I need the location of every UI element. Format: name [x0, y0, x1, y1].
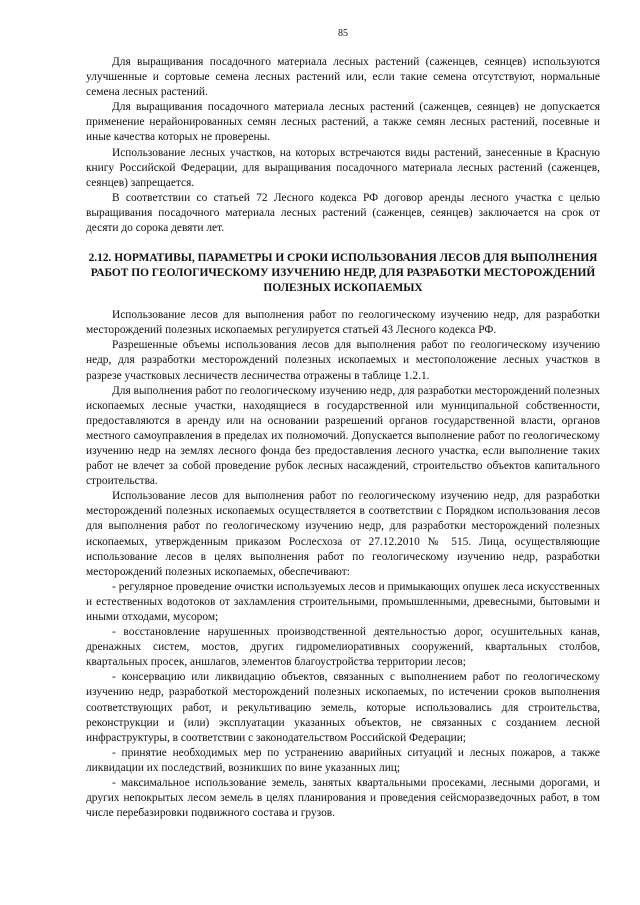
paragraph: Использование лесов для выполнения работ по геологическому изучению недр, для разработки месторождений полезных ископаемых регулируется статьей 43 Лесного кодекса РФ.	[86, 309, 600, 337]
paragraph: Использование лесных участков, на которых встречаются виды растений, занесенные в Красную книгу Российской Федерации, для выращивания посадочного материала лесных растений (саженцев, сеянцев) запрещается.	[86, 146, 600, 189]
list-item: - максимальное использование земель, занятых квартальными просеками, лесными дорогами, и других непокрытых лесом земель в целях планирования и проведения сейсморазведочных работ, в том числе перебазировки подвижного состава и грузов.	[86, 777, 600, 820]
paragraph: Использование лесов для выполнения работ по геологическому изучению недр, для разработки месторождений полезных ископаемых осуществляется в соответствии с Порядком использования лесов для выполнения работ по геологическому изучению недр, для разработки месторождений полезных ископаемых, утвержденным приказом Рослесхоза от 27.12.2010 № 515. Лица, осуществляющие использование лесов в целях выполнения работ по геологическому изучению недр, разработки месторождений полезных ископаемых, обеспечивают:	[86, 490, 600, 578]
list-item: - восстановление нарушенных производственной деятельностью дорог, осушительных канав, дренажных систем, мостов, других гидромелиоративных сооружений, квартальных столбов, квартальных просек, аншлагов, элементов благоустройства территории лесов;	[86, 626, 600, 669]
list-item: - консервацию или ликвидацию объектов, связанных с выполнением работ по геологическому изучению недр, разработкой месторождений полезных ископаемых, по истечении сроков выполнения соответствующих работ, и рекультивацию земель, которые использовались для строительства, реконструкции и (или) эксплуатации указанных объектов, не связанных с созданием лесной инфраструктуры, в соответствии с законодательством Российской Федерации;	[86, 671, 600, 744]
page-number: 85	[338, 28, 348, 39]
paragraph: Разрешенные объемы использования лесов для выполнения работ по геологическому изучению недр, для разработки месторождений полезных ископаемых и местоположение лесных участков в разрезе участковых лесничеств лесничества отражены в таблице 1.2.1.	[86, 339, 600, 382]
paragraph: Для выращивания посадочного материала лесных растений (саженцев, сеянцев) не допускается применение нерайонированных семян лесных растений, а также семян лесных растений, посевные и иные качества которых не проверены.	[86, 101, 600, 144]
paragraph: Для выращивания посадочного материала лесных растений (саженцев, сеянцев) используются улучшенные и сортовые семена лесных растений или, если такие семена отсутствуют, нормальные семена лесных растений.	[86, 56, 600, 99]
list-item: - принятие необходимых мер по устранению аварийных ситуаций и лесных пожаров, а также ликвидации их последствий, возникших по вине указанных лиц;	[86, 746, 600, 774]
list-item: - регулярное проведение очистки используемых лесов и примыкающих опушек леса искусственных и естественных водотоков от захламления строительными, промышленными, древесными, бытовыми и иными отходами, мусором;	[86, 580, 600, 623]
section-heading: 2.12. НОРМАТИВЫ, ПАРАМЕТРЫ И СРОКИ ИСПОЛЬЗОВАНИЯ ЛЕСОВ ДЛЯ ВЫПОЛНЕНИЯ РАБОТ ПО ГЕОЛОГИЧЕСКОМУ ИЗУЧЕНИЮ НЕДР, ДЛЯ РАЗРАБОТКИ МЕСТОРОЖДЕНИЙ ПОЛЕЗНЫХ ИСКОПАЕМЫХ	[88, 252, 598, 295]
paragraph: Для выполнения работ по геологическому изучению недр, для разработки месторождений полезных ископаемых лесные участки, находящиеся в государственной или муниципальной собственности, предоставляются в аренду или на основании разрешений органов государственной власти, органов местного самоуправления в пределах их полномочий. Допускается выполнение работ по геологическому изучению недр на землях лесного фонда без предоставления лесного участка, если выполнение таких работ не влечет за собой проведение рубок лесных насаждений, строительство объектов капитального строительства.	[86, 384, 600, 488]
paragraph: В соответствии со статьей 72 Лесного кодекса РФ договор аренды лесного участка с целью выращивания посадочного материала лесных растений (саженцев, сеянцев) заключается на срок от десяти до сорока девяти лет.	[86, 191, 600, 235]
